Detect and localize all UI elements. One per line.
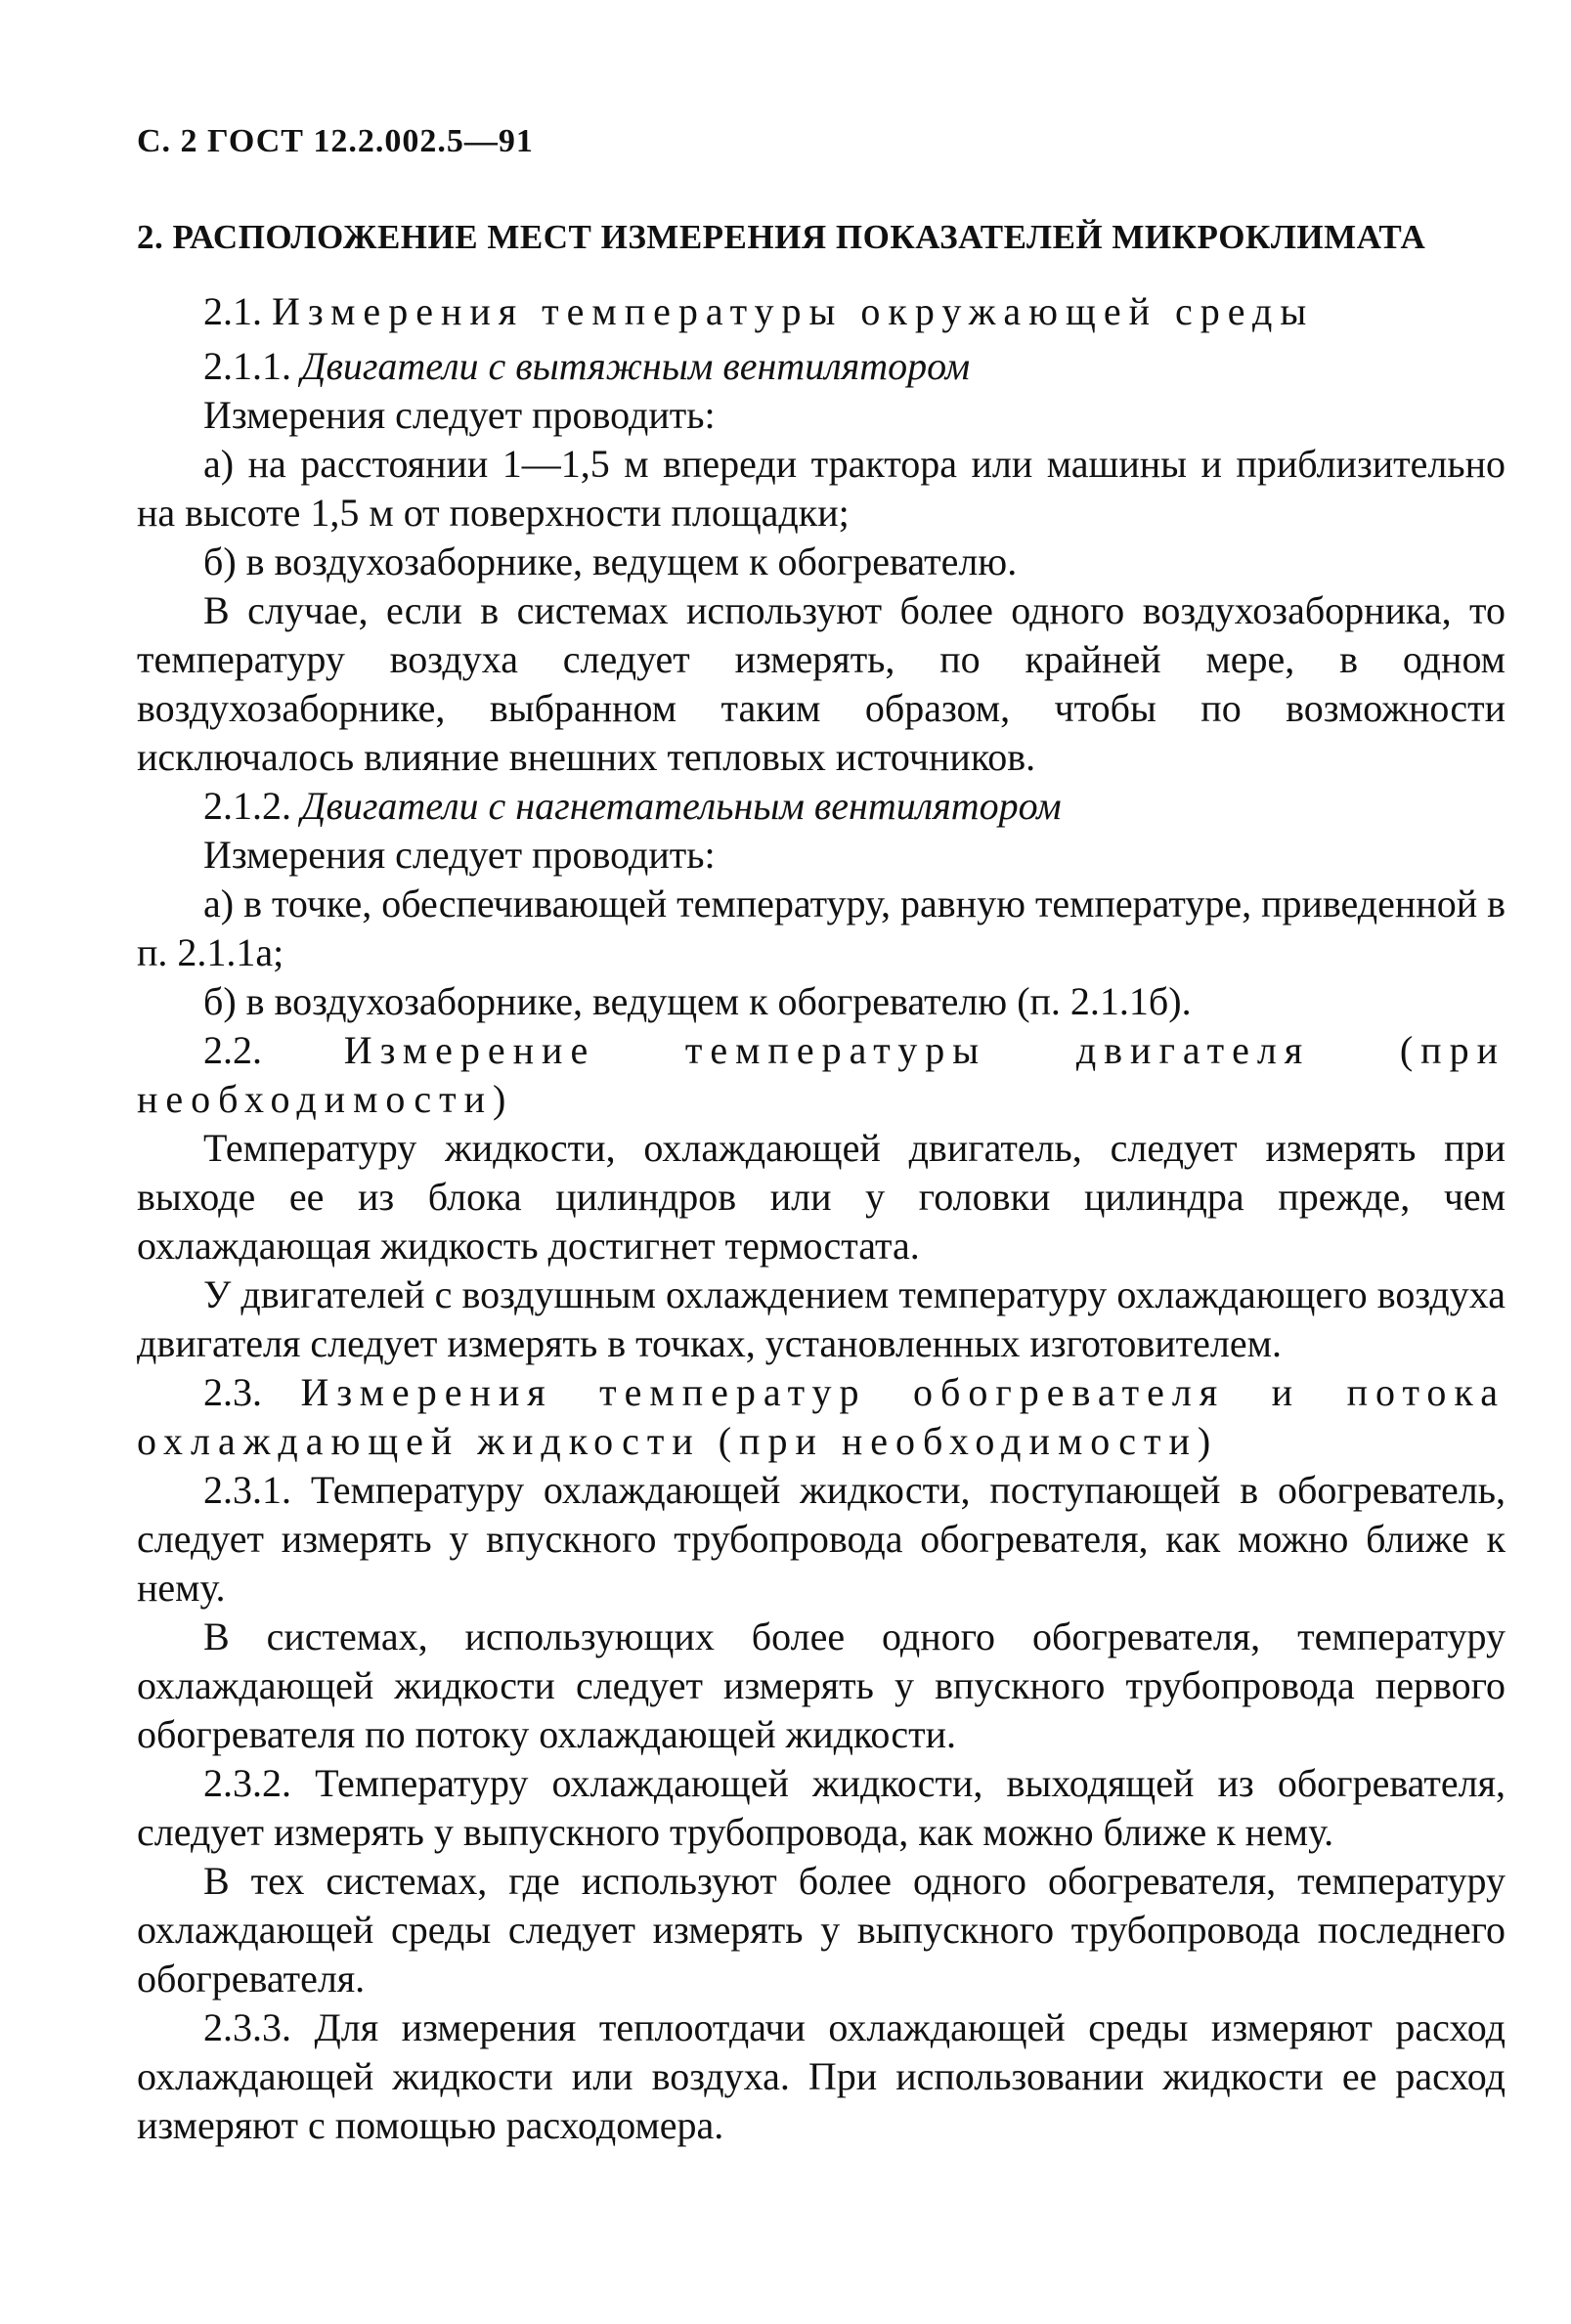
paragraph: У двигателей с воздушным охлаждением температуру охлаждающего воздуха двигателя следует измерять в точках, установленных изготовителем.: [137, 1272, 1506, 1365]
clause-number: 2.3.1.: [203, 1468, 291, 1512]
clause-2-3-1: [137, 1466, 1506, 1613]
clause-heading: Измерения температуры окружающей среды: [272, 289, 1315, 333]
document-page: [137, 117, 1506, 2150]
clause-2-1-2: [137, 782, 1506, 831]
clause-text: Температуру охлаждающей жидкости, поступающей в обогреватель, следует измерять у впускного трубопровода обогревателя, как можно ближе к нему.: [137, 1468, 1506, 1610]
clause-2-3-2: [137, 1759, 1506, 1857]
clause-2-3: [137, 1368, 1506, 1466]
clause-heading: Двигатели с нагнетательным вентилятором: [301, 784, 1062, 828]
clause-heading: Измерения температур обогревателя и потока охлаждающей жидкости (при необходимости): [137, 1370, 1506, 1463]
clause-heading: Измерение температуры двигателя (при необходимости): [137, 1028, 1506, 1121]
clause-number: 2.1.: [203, 289, 262, 333]
clause-text: Для измерения теплоотдачи охлаждающей среды измеряют расход охлаждающей жидкости или воздуха. При использовании жидкости ее расход измеряют с помощью расходомера.: [137, 2005, 1506, 2147]
paragraph: Температуру жидкости, охлаждающей двигатель, следует измерять при выходе ее из блока цилиндров или у головки цилиндра прежде, чем охлаждающая жидкость достигнет термостата.: [137, 1126, 1506, 1268]
clause-text: Температуру охлаждающей жидкости, выходящей из обогревателя, следует измерять у выпускного трубопровода, как можно ближе к нему.: [137, 1761, 1506, 1854]
paragraph: В тех системах, где используют более одного обогревателя, температуру охлаждающей среды следует измерять у выпускного трубопровода последнего обогревателя.: [137, 1859, 1506, 2001]
clause-number: 2.3.: [203, 1370, 262, 1414]
clause-2-2: [137, 1026, 1506, 1124]
clause-2-3-3: [137, 2003, 1506, 2150]
clause-number: 2.2.: [203, 1028, 262, 1072]
paragraph: В системах, использующих более одного обогревателя, температуру охлаждающей жидкости следует измерять у впускного трубопровода первого обогревателя по потоку охлаждающей жидкости.: [137, 1614, 1506, 1756]
list-item: б) в воздухозаборнике, ведущем к обогревателю.: [203, 539, 1018, 583]
clause-2-1-1: [137, 342, 1506, 391]
running-head: С. 2 ГОСТ 12.2.002.5—91: [137, 123, 534, 159]
clause-number: 2.3.2.: [203, 1761, 291, 1805]
clause-number: 2.3.3.: [203, 2005, 291, 2049]
paragraph: Измерения следует проводить:: [203, 833, 716, 877]
clause-number: 2.1.1.: [203, 344, 291, 388]
section-title: 2. РАСПОЛОЖЕНИЕ МЕСТ ИЗМЕРЕНИЯ ПОКАЗАТЕЛЕЙ МИКРОКЛИМАТА: [137, 218, 1426, 256]
list-item: б) в воздухозаборнике, ведущем к обогревателю (п. 2.1.1б).: [203, 979, 1192, 1023]
list-item: а) на расстоянии 1—1,5 м впереди трактора или машины и приблизительно на высоте 1,5 м от поверхности площадки;: [137, 442, 1506, 535]
paragraph: В случае, если в системах используют более одного воздухозаборника, то температуру воздуха следует измерять, по крайней мере, в одном воздухозаборнике, выбранном таким образом, чтобы по возможности исключалось влияние внешних тепловых источников.: [137, 588, 1506, 779]
clause-heading: Двигатели с вытяжным вентилятором: [301, 344, 971, 388]
list-item: а) в точке, обеспечивающей температуру, равную температуре, приведенной в п. 2.1.1а;: [137, 882, 1506, 974]
paragraph: Измерения следует проводить:: [203, 393, 716, 437]
clause-2-1: [137, 287, 1506, 336]
clause-number: 2.1.2.: [203, 784, 291, 828]
